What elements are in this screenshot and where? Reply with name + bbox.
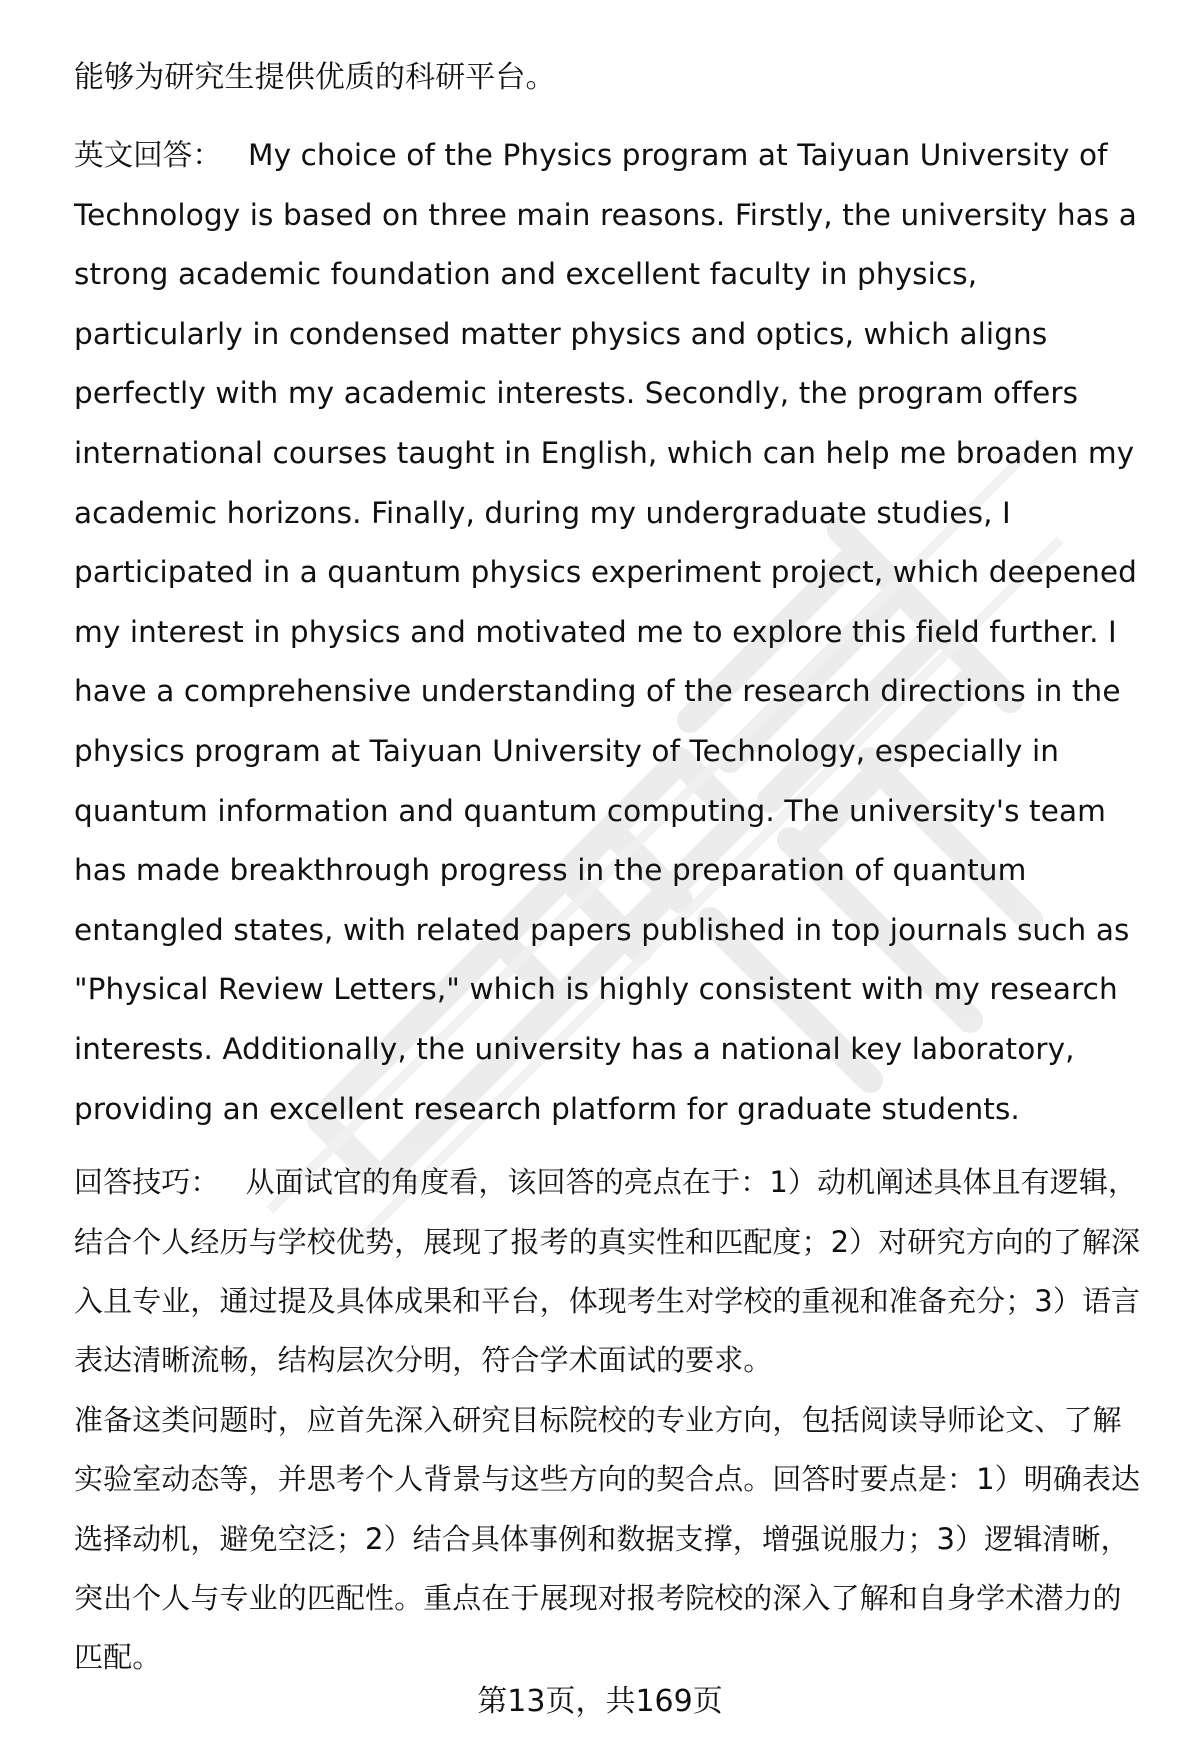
document-content: [74, 48, 1144, 1688]
english-answer-paragraph: [74, 126, 1144, 1139]
intro-line: 能够为研究生提供优质的科研平台。: [74, 60, 556, 95]
answer-tips-text: 从面试官的角度看，该回答的亮点在于：1）动机阐述具体且有逻辑，结合个人经历与学校优势，展现了报考的真实性和匹配度；2）对研究方向的了解深入且专业，通过提及具体成果和平台，体现考生对学校的重视和准备充分；3）语言表达清晰流畅，结构层次分明，符合学术面试的要求。: [74, 1165, 1141, 1378]
page-number: 第13页，共169页: [477, 1684, 723, 1719]
answer-tips-label: 回答技巧：: [74, 1165, 220, 1200]
english-answer-text: My choice of the Physics program at Taiyuan University of Technology is based on three main reasons. Firstly, the university has a strong academic foundation and excellent faculty in physics, particularly in condensed matter physics and optics, which aligns perfectly with my academic interests. Secondly, the program offers international courses taught in English, which can help me broaden my academic horizons. Finally, during my undergraduate studies, I participated in a quantum physics experiment project, which deepened my interest in physics and motivated me to explore this field further. I have a comprehensive understanding of the research directions in the physics program at Taiyuan University of Technology, especially in quantum information and quantum computing. The university's team has made breakthrough progress in the preparation of quantum entangled states, with related papers published in top journals such as "Physical Review Letters," which is highly consistent with my research interests. Additionally, the university has a national key laboratory, providing an excellent research platform for graduate students.: [74, 138, 1137, 1126]
answer-tips-paragraph: [74, 1153, 1144, 1391]
english-answer-label: 英文回答：: [74, 138, 223, 172]
preparation-paragraph: 准备这类问题时，应首先深入研究目标院校的专业方向，包括阅读导师论文、了解实验室动态等，并思考个人背景与这些方向的契合点。回答时要点是：1）明确表达选择动机，避免空泛；2）结合具体事例和数据支撑，增强说服力；3）逻辑清晰，突出个人与专业的匹配性。重点在于展现对报考院校的深入了解和自身学术潜力的匹配。: [74, 1402, 1141, 1675]
